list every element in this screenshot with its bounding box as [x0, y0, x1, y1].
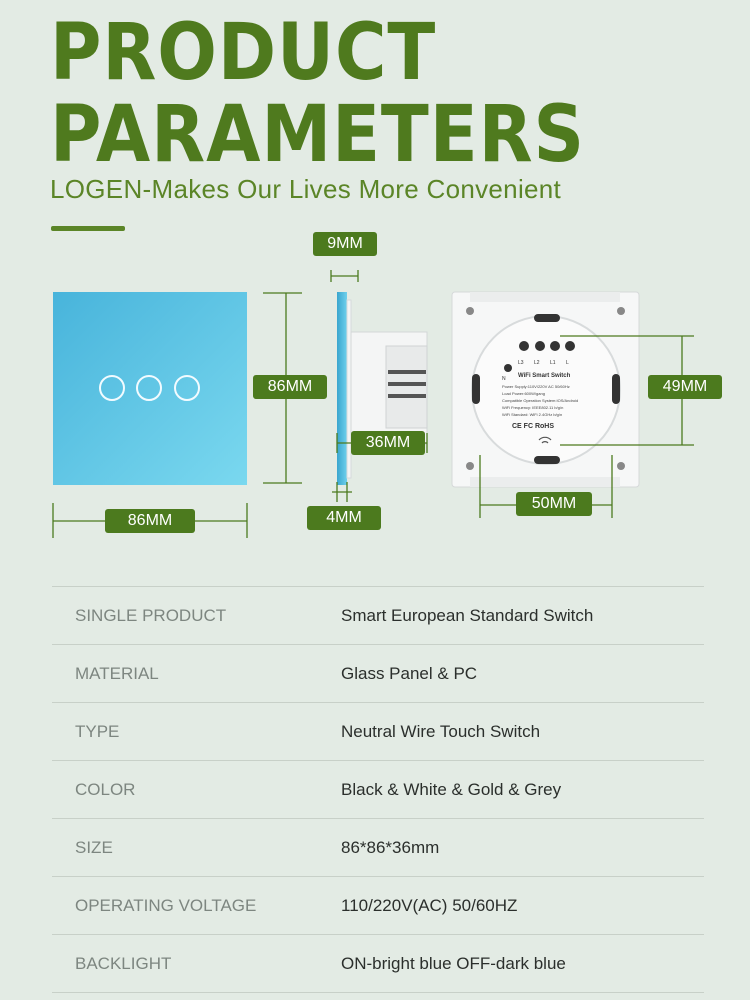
table-row: [52, 935, 704, 993]
spec-value: 86*86*36mm: [341, 819, 704, 877]
dim-label-box-depth: 36MM: [351, 431, 425, 455]
back-line-1: Power Supply:110V/220V AC 50/60Hz: [502, 384, 570, 389]
spec-key: MATERIAL: [52, 645, 341, 703]
spec-key: OPERATING VOLTAGE: [52, 877, 341, 935]
subtitle: LOGEN-Makes Our Lives More Convenient: [50, 174, 562, 204]
dim-label-back-width: 50MM: [516, 492, 592, 516]
back-product-name: WiFi Smart Switch: [518, 373, 571, 379]
spec-key: SINGLE PRODUCT: [52, 587, 341, 645]
terminal-l: L: [566, 360, 569, 366]
page-title-line1: PRODUCT: [50, 8, 437, 98]
spec-key: TYPE: [52, 703, 341, 761]
spec-value: Smart European Standard Switch: [341, 587, 704, 645]
back-line-3: Compatible Operation System:IOS/Android: [502, 398, 579, 403]
terminal-n: N: [502, 376, 506, 382]
spec-value: Black & White & Gold & Grey: [341, 761, 704, 819]
table-row: [52, 587, 704, 645]
dim-label-panel-thickness: 9MM: [313, 232, 377, 256]
spec-value: Neutral Wire Touch Switch: [341, 703, 704, 761]
page-title-line2: PARAMETERS: [50, 90, 585, 180]
table-row: [52, 703, 704, 761]
back-line-4: WiFi Frequency: IEEE802.11 b/g/n: [502, 405, 564, 410]
dim-label-panel-width: 86MM: [105, 509, 195, 533]
back-line-2: Load Power:600W/gang: [502, 391, 545, 396]
table-row: [52, 819, 704, 877]
spec-key: SIZE: [52, 819, 341, 877]
front-panel: [53, 292, 247, 485]
spec-value: 110/220V(AC) 50/60HZ: [341, 877, 704, 935]
spec-table: [52, 586, 704, 993]
table-row: [52, 645, 704, 703]
terminal-l3: L3: [518, 360, 524, 366]
dim-label-back-height: 49MM: [648, 375, 722, 399]
table-row: [52, 761, 704, 819]
dimension-diagram: [0, 220, 750, 540]
table-row: [52, 877, 704, 935]
spec-key: BACKLIGHT: [52, 935, 341, 993]
back-cert-marks: CE FC RoHS: [512, 423, 554, 430]
dim-label-glass-thickness: 4MM: [307, 506, 381, 530]
spec-value: Glass Panel & PC: [341, 645, 704, 703]
spec-value: ON-bright blue OFF-dark blue: [341, 935, 704, 993]
terminal-l2: L2: [534, 360, 540, 366]
back-line-5: WiFi Standard: WiFi 2.4GHz b/g/n: [502, 412, 563, 417]
dim-label-panel-height: 86MM: [253, 375, 327, 399]
side-view: [337, 292, 427, 485]
spec-key: COLOR: [52, 761, 341, 819]
terminal-l1: L1: [550, 360, 556, 366]
